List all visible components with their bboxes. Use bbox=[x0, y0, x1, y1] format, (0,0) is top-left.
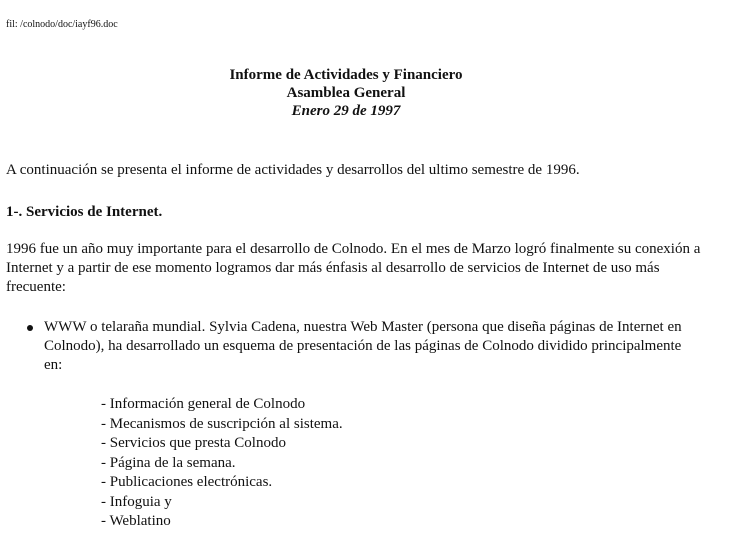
intro-paragraph: A continuación se presenta el informe de actividades y desarrollos del ultimo semestre de 1996. bbox=[6, 162, 580, 178]
document-subtitle: Asamblea General bbox=[286, 85, 406, 101]
sub-list-item: - Mecanismos de suscripción al sistema. bbox=[101, 415, 343, 432]
bullet-list bbox=[0, 318, 729, 375]
document-date: Enero 29 de 1997 bbox=[291, 103, 401, 119]
sub-list-item: - Página de la semana. bbox=[101, 454, 236, 471]
sub-list-item: - Infoguia y bbox=[101, 493, 172, 510]
document-title-block bbox=[0, 66, 692, 120]
sub-list-item: - Publicaciones electrónicas. bbox=[101, 474, 273, 490]
bullet-dot-icon bbox=[27, 325, 33, 331]
document-title: Informe de Actividades y Financiero bbox=[229, 67, 463, 83]
section-paragraph: 1996 fue un año muy importante para el desarrollo de Colnodo. En el mes de Marzo logró finalmente su conexión a Internet y a partir de ese momento logramos dar más énfasis al desarrollo de servicios de Internet de uso más frecuente: bbox=[6, 241, 701, 295]
sub-list bbox=[101, 395, 343, 532]
section-heading: 1-. Servicios de Internet. bbox=[6, 204, 163, 220]
bullet-text: WWW o telaraña mundial. Sylvia Cadena, nuestra Web Master (persona que diseña páginas de Internet en Colnodo), ha desarrollado un esquema de presentación de las páginas de Colnodo dividido principalmente en: bbox=[44, 319, 682, 373]
bullet-item bbox=[0, 318, 684, 375]
sub-list-item: - Servicios que presta Colnodo bbox=[101, 435, 286, 451]
file-path: fil: /colnodo/doc/iayf96.doc bbox=[6, 19, 118, 30]
sub-list-item: - Información general de Colnodo bbox=[101, 396, 306, 412]
sub-list-item: - Weblatino bbox=[101, 513, 171, 529]
